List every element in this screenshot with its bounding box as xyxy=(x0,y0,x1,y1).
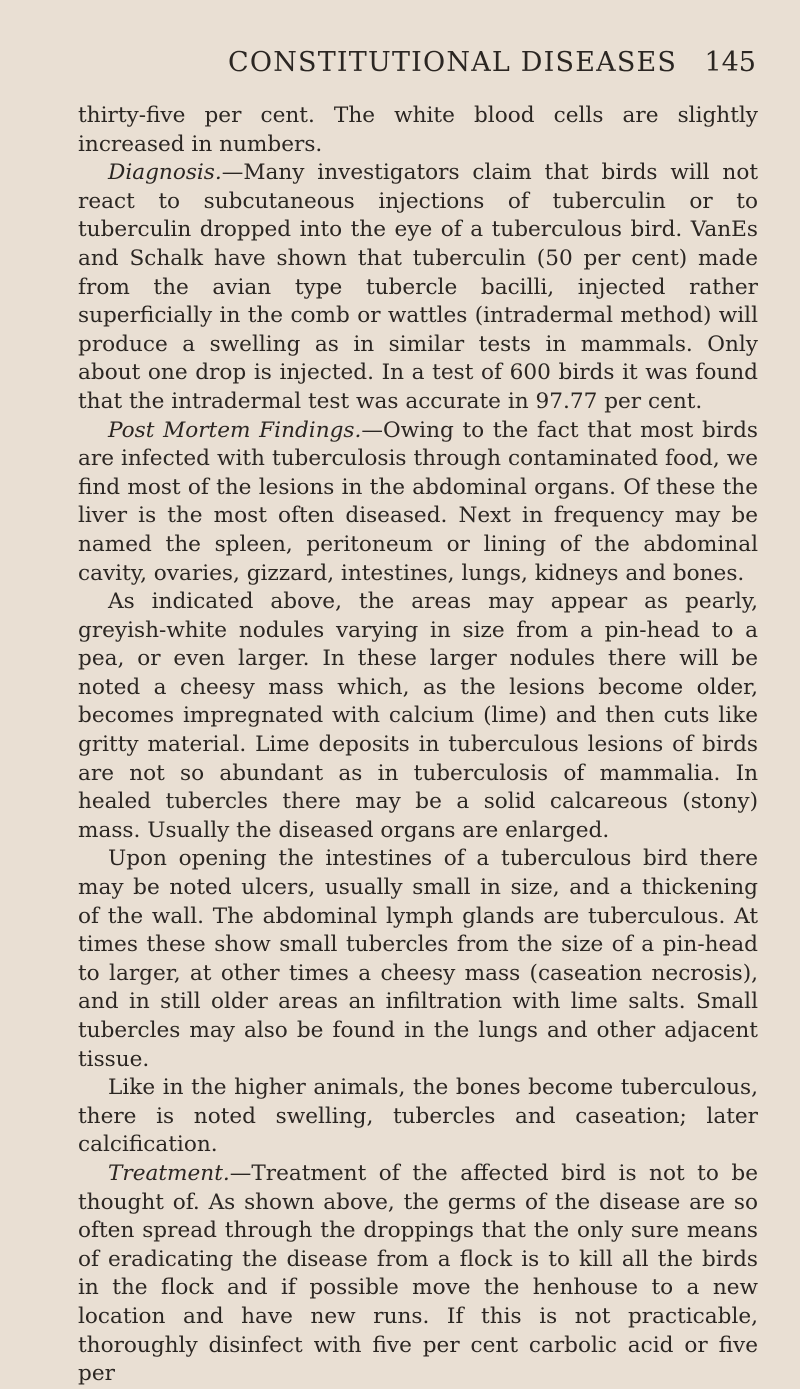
paragraph-treatment xyxy=(78,1160,758,1389)
paragraph-bones xyxy=(78,1074,758,1160)
paragraph-body: —Treatment of the affected bird is not to be thought of. As shown above, the germs of the disease are so often spread through the droppings that the only sure means of eradicating the disease from a flock is to kill all the birds in the flock and if possible move the henhouse to a new location and have new runs. If this is not practicable, thoroughly disinfect with five per cent carbolic acid or five per xyxy=(78,1160,758,1387)
running-head xyxy=(78,46,758,80)
paragraph-diagnosis xyxy=(78,159,758,416)
paragraph-body: —Many investigators claim that birds will not react to subcutaneous injections of tuberculin or to tuberculin dropped into the eye of a tuberculous bird. VanEs and Schalk have shown that tuberculin (50 per cent) made from the avian type tubercle bacilli, injected rather superficially in the comb or wattles (intradermal method) will produce a swelling as in similar tests in mammals. Only about one drop is injected. In a test of 600 birds it was found that the intradermal test was accurate in 97.77 per cent. xyxy=(78,160,758,414)
paragraph-body: Like in the higher animals, the bones become tuberculous, there is noted swelling, tubercles and caseation; later calcification. xyxy=(78,1075,758,1158)
paragraph-body: Upon opening the intestines of a tuberculous bird there may be noted ulcers, usually small in size, and a thickening of the wall. The abdominal lymph glands are tuberculous. At times these show small tubercles from the size of a pin-head to larger, at other times a cheesy mass (caseation necrosis), and in still older areas an infiltration with lime salts. Small tubercles may also be found in the lungs and other adjacent tissue. xyxy=(78,846,758,1072)
running-title: CONSTITUTIONAL DISEASES xyxy=(228,47,678,78)
page-number: 145 xyxy=(704,47,756,78)
section-heading: Diagnosis. xyxy=(108,160,222,186)
paragraph-body: thirty-five per cent. The white blood cells are slightly increased in numbers. xyxy=(78,103,758,157)
paragraph-post-mortem xyxy=(78,417,758,589)
section-heading: Treatment. xyxy=(108,1160,230,1186)
paragraph-body: —Owing to the fact that most birds are infected with tuberculosis through contaminated food, we find most of the lesions in the abdominal organs. Of these the liver is the most often diseased. Next in frequency may be named the spleen, peritoneum or lining of the abdominal cavity, ovaries, gizzard, intestines, lungs, kidneys and bones. xyxy=(78,417,759,586)
paragraph-nodules xyxy=(78,588,758,845)
body-text xyxy=(78,102,758,1389)
section-heading: Post Mortem Findings. xyxy=(108,417,362,443)
paragraph-intestines xyxy=(78,845,758,1074)
paragraph-body: As indicated above, the areas may appear as pearly, greyish-white nodules varying in size from a pin-head to a pea, or even larger. In these larger nodules there will be noted a cheesy mass which, as the lesions become older, becomes impregnated with calcium (lime) and then cuts like gritty material. Lime deposits in tuberculous lesions of birds are not so abundant as in tuberculosis of mammalia. In healed tubercles there may be a solid calcareous (stony) mass. Usually the diseased organs are enlarged. xyxy=(78,589,758,843)
paragraph-continuation xyxy=(78,102,758,159)
